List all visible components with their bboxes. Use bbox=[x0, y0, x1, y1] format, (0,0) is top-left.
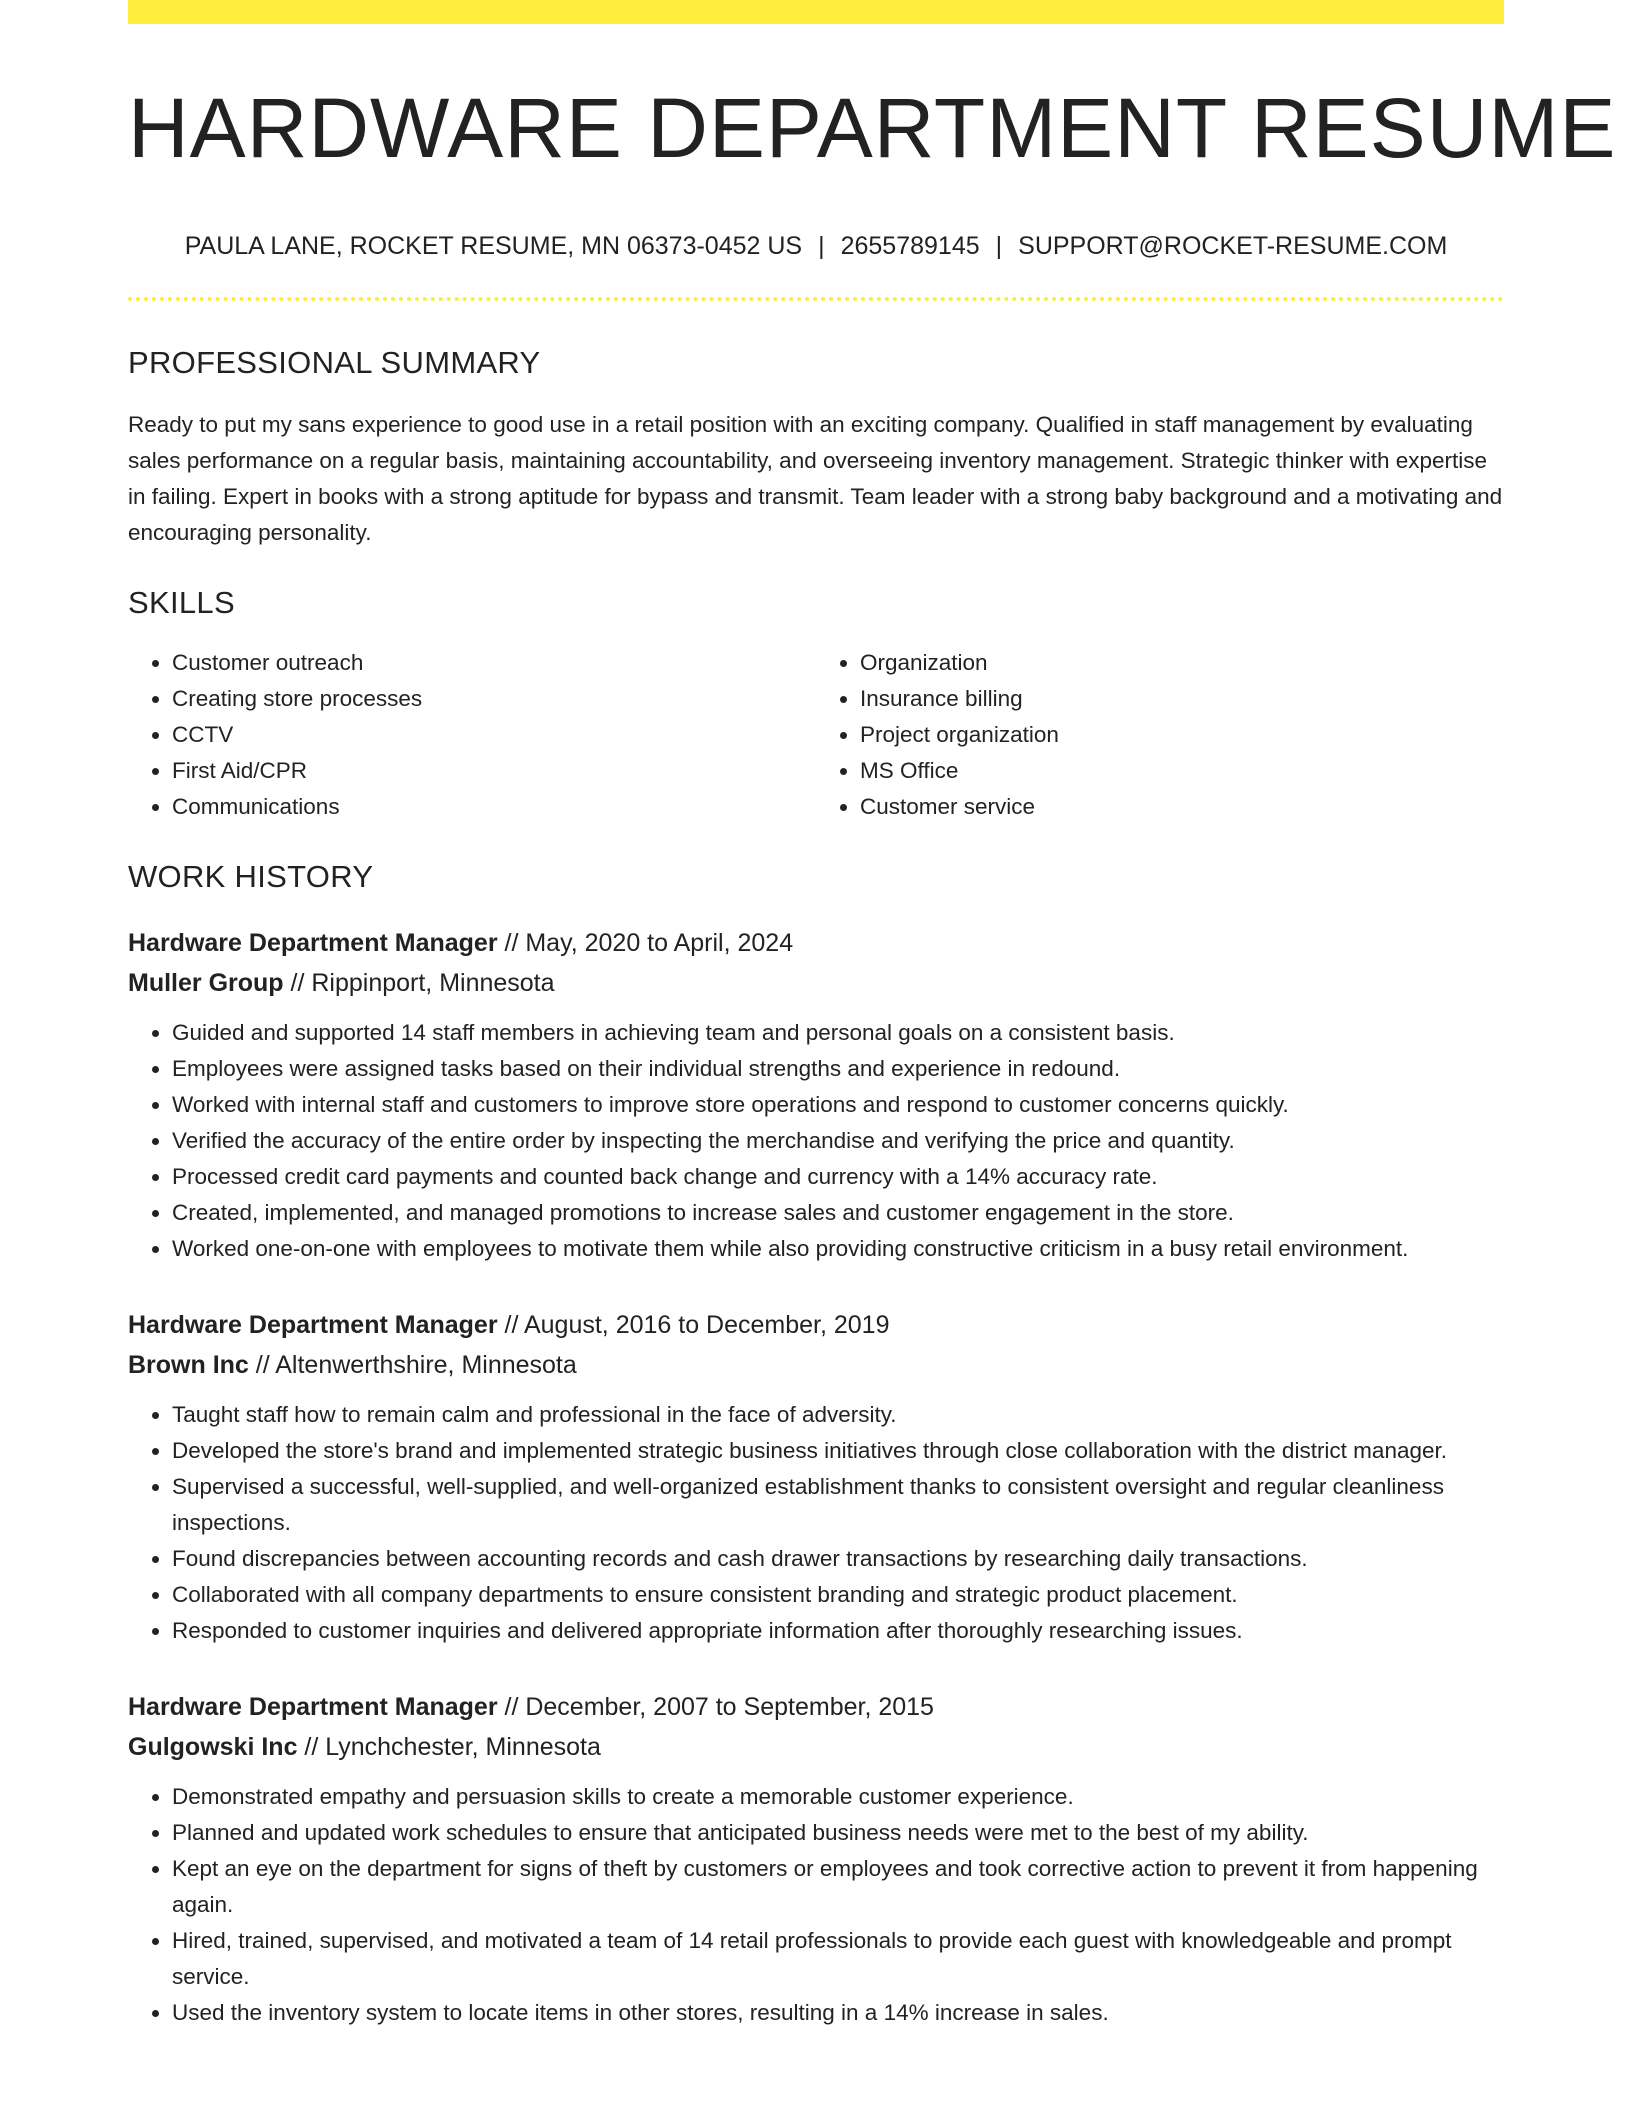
job-bullet: • Created, implemented, and managed promotions to increase sales and customer engagement in the store. bbox=[172, 1195, 1504, 1231]
skill-item: • Insurance billing bbox=[860, 681, 1504, 717]
job-location: // Altenwerthshire, Minnesota bbox=[248, 1351, 577, 1380]
skills-columns bbox=[128, 645, 1504, 825]
job-title: Hardware Department Manager bbox=[128, 1693, 498, 1722]
job-bullets bbox=[128, 1015, 1504, 1267]
job-bullet: • Responded to customer inquiries and delivered appropriate information after thoroughly researching issues. bbox=[172, 1613, 1504, 1649]
job-entry bbox=[128, 923, 1504, 1267]
job-bullet: • Guided and supported 14 staff members in achieving team and personal goals on a consistent basis. bbox=[172, 1015, 1504, 1051]
resume-page bbox=[128, 0, 1617, 2031]
skill-item: • Customer outreach bbox=[172, 645, 816, 681]
skill-item: • CCTV bbox=[172, 717, 816, 753]
job-company: Muller Group bbox=[128, 969, 284, 998]
job-bullet: • Found discrepancies between accounting records and cash drawer transactions by researching daily transactions. bbox=[172, 1541, 1504, 1577]
resume-title: HARDWARE DEPARTMENT RESUME bbox=[128, 81, 1617, 175]
job-bullet: • Taught staff how to remain calm and professional in the face of adversity. bbox=[172, 1397, 1504, 1433]
header-divider bbox=[128, 297, 1504, 301]
job-bullet: • Hired, trained, supervised, and motivated a team of 14 retail professionals to provide each guest with knowledgeable and prompt service. bbox=[172, 1923, 1504, 1995]
summary-text: Ready to put my sans experience to good use in a retail position with an exciting company. Qualified in staff management by evaluating sales performance on a regular basis, maintaining accountability, and overseeing inventory management. Strategic thinker with expertise in failing. Expert in books with a strong aptitude for bypass and transmit. Team leader with a strong baby background and a motivating and encouraging personality. bbox=[128, 412, 1503, 546]
job-company-line bbox=[128, 1727, 1504, 1767]
job-title-line bbox=[128, 923, 1504, 963]
summary-heading: PROFESSIONAL SUMMARY bbox=[128, 345, 541, 381]
job-bullet: • Worked one-on-one with employees to motivate them while also providing constructive criticism in a busy retail environment. bbox=[172, 1231, 1504, 1267]
contact-separator: | bbox=[818, 232, 825, 261]
contact-address: PAULA LANE, ROCKET RESUME, MN 06373-0452 US bbox=[184, 232, 803, 261]
job-bullet: • Employees were assigned tasks based on their individual strengths and experience in redound. bbox=[172, 1051, 1504, 1087]
job-bullet: • Kept an eye on the department for signs of theft by customers or employees and took corrective action to prevent it from happening again. bbox=[172, 1851, 1504, 1923]
job-bullet: • Verified the accuracy of the entire order by inspecting the merchandise and verifying the price and quantity. bbox=[172, 1123, 1504, 1159]
job-entry bbox=[128, 1687, 1504, 2031]
job-dates: // May, 2020 to April, 2024 bbox=[497, 929, 794, 958]
contact-separator: | bbox=[995, 232, 1003, 261]
skills-section bbox=[128, 585, 1504, 825]
skills-left-list bbox=[128, 645, 816, 825]
skill-item: • Customer service bbox=[860, 789, 1504, 825]
job-bullets bbox=[128, 1779, 1504, 2031]
job-title: Hardware Department Manager bbox=[128, 929, 498, 958]
job-bullet: • Supervised a successful, well-supplied, and well-organized establishment thanks to consistent oversight and regular cleanliness inspections. bbox=[172, 1469, 1504, 1541]
top-accent-bar bbox=[128, 0, 1504, 24]
job-title-line bbox=[128, 1687, 1504, 1727]
skill-item: • Communications bbox=[172, 789, 816, 825]
job-bullets bbox=[128, 1397, 1504, 1649]
job-bullet: • Planned and updated work schedules to ensure that anticipated business needs were met to the best of my ability. bbox=[172, 1815, 1504, 1851]
job-bullet: • Processed credit card payments and counted back change and currency with a 14% accuracy rate. bbox=[172, 1159, 1504, 1195]
job-bullet: • Worked with internal staff and customers to improve store operations and respond to customer concerns quickly. bbox=[172, 1087, 1504, 1123]
contact-phone: 2655789145 bbox=[840, 232, 980, 261]
job-bullet: • Collaborated with all company departments to ensure consistent branding and strategic product placement. bbox=[172, 1577, 1504, 1613]
job-dates: // August, 2016 to December, 2019 bbox=[497, 1311, 890, 1340]
job-location: // Lynchchester, Minnesota bbox=[297, 1733, 601, 1762]
summary-section bbox=[128, 345, 1504, 551]
skills-right-list bbox=[816, 645, 1504, 825]
job-title-line bbox=[128, 1305, 1504, 1345]
job-title: Hardware Department Manager bbox=[128, 1311, 498, 1340]
job-company-line bbox=[128, 1345, 1504, 1385]
skill-item: • Project organization bbox=[860, 717, 1504, 753]
job-location: // Rippinport, Minnesota bbox=[283, 969, 555, 998]
job-bullet: • Developed the store's brand and implemented strategic business initiatives through close collaboration with the district manager. bbox=[172, 1433, 1504, 1469]
work-history-section bbox=[128, 859, 1504, 2031]
job-company-line bbox=[128, 963, 1504, 1003]
job-company: Gulgowski Inc bbox=[128, 1733, 298, 1762]
skills-heading: SKILLS bbox=[128, 585, 235, 621]
work-history-heading: WORK HISTORY bbox=[128, 859, 374, 895]
contact-email: SUPPORT@ROCKET-RESUME.COM bbox=[1018, 232, 1448, 261]
skill-item: • MS Office bbox=[860, 753, 1504, 789]
skill-item: • Organization bbox=[860, 645, 1504, 681]
job-company: Brown Inc bbox=[128, 1351, 249, 1380]
skill-item: • First Aid/CPR bbox=[172, 753, 816, 789]
job-entry bbox=[128, 1305, 1504, 1649]
job-dates: // December, 2007 to September, 2015 bbox=[497, 1693, 934, 1722]
job-bullet: • Demonstrated empathy and persuasion skills to create a memorable customer experience. bbox=[172, 1779, 1504, 1815]
contact-line bbox=[128, 232, 1504, 261]
job-bullet: • Used the inventory system to locate items in other stores, resulting in a 14% increase in sales. bbox=[172, 1995, 1504, 2031]
skill-item: • Creating store processes bbox=[172, 681, 816, 717]
